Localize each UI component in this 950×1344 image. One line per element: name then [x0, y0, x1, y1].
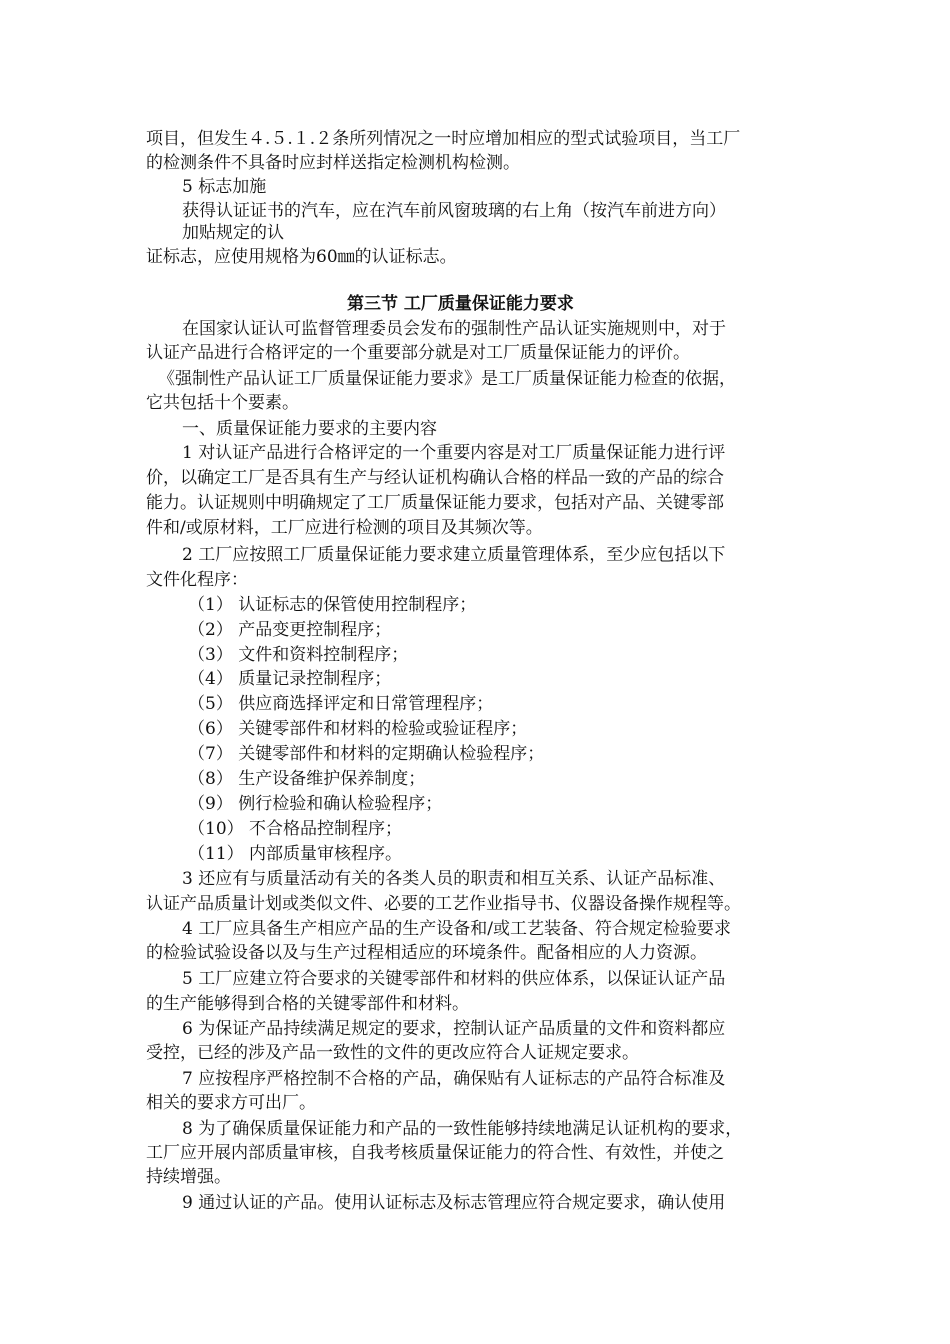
text-line: 的生产能够得到合格的关键零部件和材料。	[146, 994, 469, 1014]
text-line: 9 通过认证的产品。使用认证标志及标志管理应符合规定要求，确认使用	[182, 1193, 726, 1213]
text-line: 的检验试验设备以及与生产过程相适应的环境条件。配备相应的人力资源。	[146, 943, 707, 963]
text-line: 加贴规定的认	[182, 223, 284, 243]
text-line: 件和/或原材料，工厂应进行检测的项目及其频次等。	[146, 518, 543, 538]
text-line: 受控，已经的涉及产品一致性的文件的更改应符合人证规定要求。	[146, 1043, 639, 1063]
procedure-item: （9） 例行检验和确认检验程序；	[188, 794, 443, 814]
procedure-item: （10） 不合格品控制程序；	[188, 819, 403, 839]
text-line: 获得认证证书的汽车，应在汽车前风窗玻璃的右上角（按汽车前进方向）	[182, 201, 726, 221]
text-line: 8 为了确保质量保证能力和产品的一致性能够持续地满足认证机构的要求，	[182, 1119, 743, 1139]
procedure-item: （4） 质量记录控制程序；	[188, 669, 392, 689]
text-line: 持续增强。	[146, 1167, 231, 1187]
text-line: 价，以确定工厂是否具有生产与经认证机构确认合格的样品一致的产品的综合	[146, 468, 724, 488]
text-line: 认证产品进行合格评定的一个重要部分就是对工厂质量保证能力的评价。	[146, 343, 690, 363]
text-line: 3 还应有与质量活动有关的各类人员的职责和相互关系、认证产品标准、	[182, 869, 726, 889]
text-line: 6 为保证产品持续满足规定的要求，控制认证产品质量的文件和资料都应	[182, 1019, 726, 1039]
procedure-item: （1） 认证标志的保管使用控制程序；	[188, 595, 477, 615]
section-title: 第三节 工厂质量保证能力要求	[347, 294, 574, 314]
text-line: 5 工厂应建立符合要求的关键零部件和材料的供应体系，以保证认证产品	[182, 969, 726, 989]
text-line: 工厂应开展内部质量审核，自我考核质量保证能力的符合性、有效性，并使之	[146, 1143, 724, 1163]
text-line: 证标志，应使用规格为60㎜的认证标志。	[146, 247, 457, 267]
procedure-item: （5） 供应商选择评定和日常管理程序；	[188, 694, 494, 714]
procedure-item: （11） 内部质量审核程序。	[188, 844, 403, 864]
text-line: 它共包括十个要素。	[146, 393, 299, 413]
text-line: 1 对认证产品进行合格评定的一个重要内容是对工厂质量保证能力进行评	[182, 443, 726, 463]
text-line: 项目，但发生４.５.１.２条所列情况之一时应增加相应的型式试验项目，当工厂	[146, 129, 741, 149]
procedure-item: （2） 产品变更控制程序；	[188, 620, 392, 640]
text-line: 4 工厂应具备生产相应产品的生产设备和/或工艺装备、符合规定检验要求	[182, 919, 731, 939]
text-line: 7 应按程序严格控制不合格的产品，确保贴有人证标志的产品符合标准及	[182, 1069, 726, 1089]
text-line: 2 工厂应按照工厂质量保证能力要求建立质量管理体系，至少应包括以下	[182, 545, 726, 565]
text-line: 的检测条件不具备时应封样送指定检测机构检测。	[146, 153, 520, 173]
text-line: 相关的要求方可出厂。	[146, 1093, 316, 1113]
procedure-item: （3） 文件和资料控制程序；	[188, 645, 409, 665]
text-line: 能力。认证规则中明确规定了工厂质量保证能力要求，包括对产品、关键零部	[146, 493, 724, 513]
subheading: 一、质量保证能力要求的主要内容	[182, 419, 437, 439]
text-line: 文件化程序：	[146, 570, 248, 590]
procedure-item: （8） 生产设备维护保养制度；	[188, 769, 426, 789]
text-line: 《强制性产品认证工厂质量保证能力要求》是工厂质量保证能力检查的依据，	[158, 369, 736, 389]
text-line: 在国家认证认可监督管理委员会发布的强制性产品认证实施规则中，对于	[182, 319, 726, 339]
procedure-item: （7） 关键零部件和材料的定期确认检验程序；	[188, 744, 545, 764]
text-line: 5 标志加施	[182, 177, 267, 197]
text-line: 认证产品质量计划或类似文件、必要的工艺作业指导书、仪器设备操作规程等。	[146, 894, 741, 914]
procedure-item: （6） 关键零部件和材料的检验或验证程序；	[188, 719, 528, 739]
